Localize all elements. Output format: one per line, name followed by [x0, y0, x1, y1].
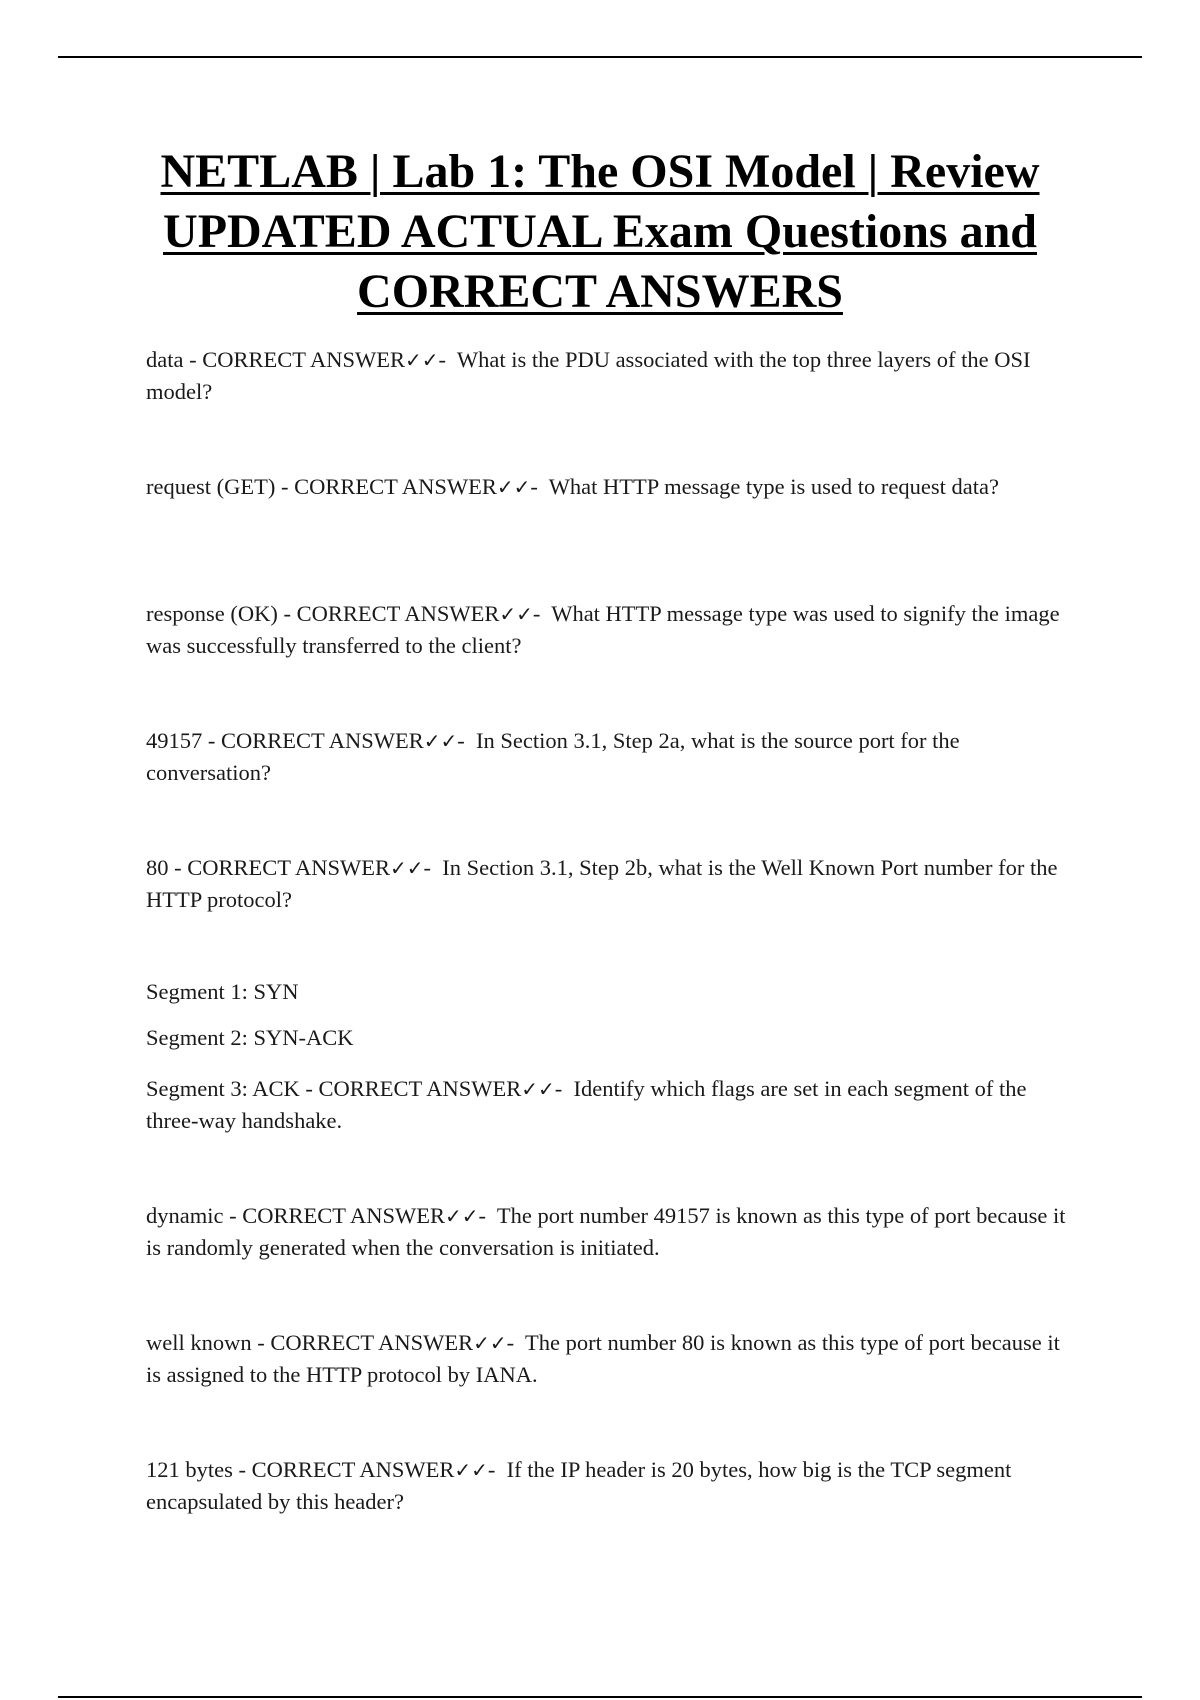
answer-text: request (GET)	[146, 474, 276, 499]
segment-line: Segment 2: SYN-ACK	[146, 1025, 354, 1050]
question-text: Identify which flags are set in each segment of the three-way handshake.	[146, 1076, 1027, 1133]
check-icon: ✓✓	[444, 1204, 479, 1228]
answer-text: data	[146, 347, 184, 372]
question-text: What HTTP message type was used to signify the image was successfully transferred to the client?	[146, 601, 1060, 658]
question-text: What HTTP message type is used to request data?	[548, 474, 999, 499]
question-text: What is the PDU associated with the top three layers of the OSI model?	[146, 347, 1031, 404]
question-text: The port number 80 is known as this type of port because it is assigned to the HTTP protocol by IANA.	[146, 1330, 1060, 1387]
page-title	[110, 142, 1090, 322]
qa-item: Segment 3: ACK - CORRECT ANSWER✓✓- Identify which flags are set in each segment of the three-way handshake.	[146, 1076, 1027, 1133]
answer-marker: CORRECT ANSWER	[318, 1076, 522, 1101]
answer-text: 80	[146, 855, 169, 880]
question-text: In Section 3.1, Step 2b, what is the Well Known Port number for the HTTP protocol?	[146, 855, 1058, 912]
check-icon: ✓✓	[473, 1331, 507, 1355]
qa-item: response (OK) - CORRECT ANSWER✓✓- What HTTP message type was used to signify the image was successfully transferred to the client?	[146, 601, 1060, 658]
qa-item: dynamic - CORRECT ANSWER✓✓- The port number 49157 is known as this type of port because it is randomly generated when the conversation is initiated.	[146, 1203, 1066, 1260]
qa-item: data - CORRECT ANSWER✓✓- What is the PDU associated with the top three layers of the OSI model?	[146, 347, 1031, 404]
qa-item: 80 - CORRECT ANSWER✓✓- In Section 3.1, Step 2b, what is the Well Known Port number for the HTTP protocol?	[146, 855, 1058, 912]
check-icon: ✓✓	[423, 729, 458, 753]
qa-item: well known - CORRECT ANSWER✓✓- The port number 80 is known as this type of port because it is assigned to the HTTP protocol by IANA.	[146, 1330, 1060, 1387]
answer-text: 121 bytes	[146, 1457, 233, 1482]
answer-text: Segment 3: ACK	[146, 1076, 300, 1101]
answer-text: 49157	[146, 728, 203, 753]
answer-marker: CORRECT ANSWER	[294, 474, 497, 499]
answer-marker: CORRECT ANSWER	[202, 347, 405, 372]
question-text: If the IP header is 20 bytes, how big is the TCP segment encapsulated by this header?	[146, 1457, 1012, 1514]
question-text: In Section 3.1, Step 2a, what is the source port for the conversation?	[146, 728, 960, 785]
answer-marker: CORRECT ANSWER	[242, 1203, 445, 1228]
qa-item: 121 bytes - CORRECT ANSWER✓✓- If the IP header is 20 bytes, how big is the TCP segment encapsulated by this header?	[146, 1457, 1012, 1514]
answer-marker: CORRECT ANSWER	[187, 855, 390, 880]
check-icon: ✓✓	[521, 1077, 555, 1101]
title-line: NETLAB | Lab 1: The OSI Model | Review	[160, 145, 1040, 198]
answer-text: dynamic	[146, 1203, 224, 1228]
check-icon: ✓✓	[404, 348, 439, 372]
title-line: UPDATED ACTUAL Exam Questions and	[163, 205, 1037, 258]
check-icon: ✓✓	[390, 856, 424, 880]
question-text: The port number 49157 is known as this type of port because it is randomly generated when the conversation is initiated.	[146, 1203, 1066, 1260]
answer-marker: CORRECT ANSWER	[296, 601, 500, 626]
segment-line: Segment 1: SYN	[146, 979, 299, 1004]
qa-item: request (GET) - CORRECT ANSWER✓✓- What HTTP message type is used to request data?	[146, 474, 999, 499]
answer-marker: CORRECT ANSWER	[270, 1330, 474, 1355]
bottom-rule	[58, 1696, 1142, 1698]
answer-text: response (OK)	[146, 601, 278, 626]
qa-item: 49157 - CORRECT ANSWER✓✓- In Section 3.1, Step 2a, what is the source port for the conversation?	[146, 728, 960, 785]
check-icon: ✓✓	[499, 602, 533, 626]
title-line: CORRECT ANSWERS	[357, 265, 843, 318]
check-icon: ✓✓	[454, 1458, 488, 1482]
answer-marker: CORRECT ANSWER	[251, 1457, 455, 1482]
top-rule	[58, 56, 1142, 58]
answer-text: well known	[146, 1330, 252, 1355]
answer-marker: CORRECT ANSWER	[221, 728, 424, 753]
check-icon: ✓✓	[496, 475, 531, 499]
